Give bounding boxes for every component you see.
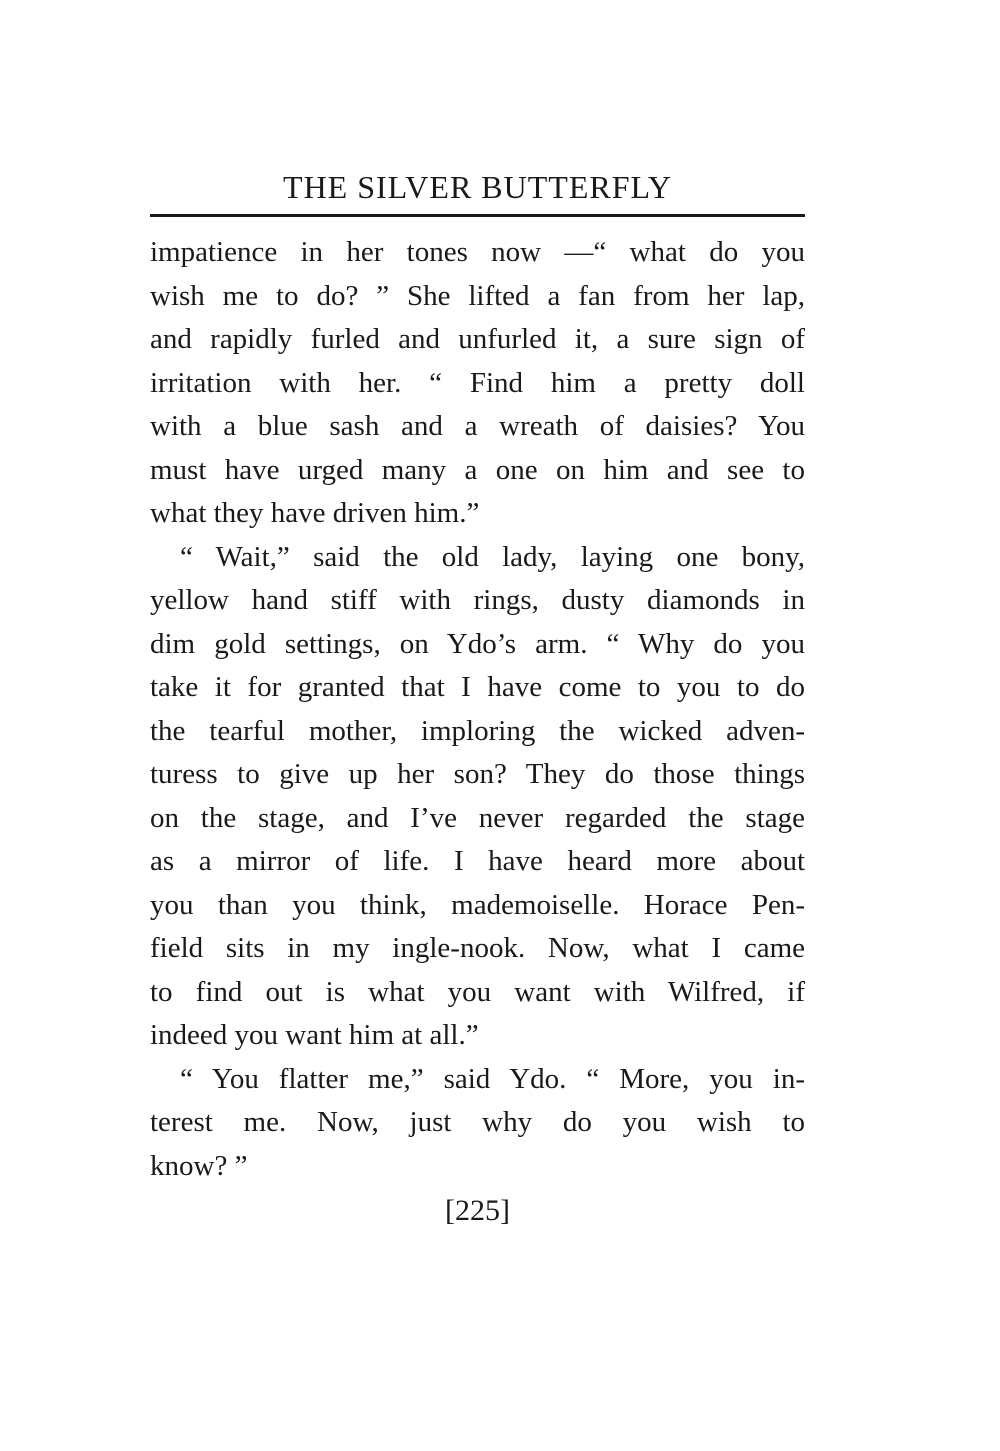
text-line: yellow hand stiff with rings, dusty diamonds in (150, 584, 805, 616)
text-line: to find out is what you want with Wilfred, if (150, 975, 805, 1008)
text-line: indeed you want him at all.” (150, 1019, 479, 1051)
text-line: impatience in her tones now —“ what do you (150, 236, 805, 268)
running-title: THE SILVER BUTTERFLY (283, 169, 672, 205)
text-line: and rapidly furled and unfurled it, a sure sign of (150, 323, 805, 355)
text-line: “ Wait,” said the old lady, laying one bony, (180, 540, 805, 573)
text-line: turess to give up her son? They do those things (150, 758, 805, 790)
text-line: the tearful mother, imploring the wicked adven- (150, 714, 805, 747)
text-line: “ You flatter me,” said Ydo. “ More, you in- (180, 1062, 805, 1095)
text-line: know? ” (150, 1149, 248, 1182)
text-line: with a blue sash and a wreath of daisies? You (150, 410, 805, 442)
text-line: you than you think, mademoiselle. Horace Pen- (150, 888, 805, 921)
text-line: must have urged many a one on him and see to (150, 453, 805, 486)
text-line: what they have driven him.” (150, 497, 480, 529)
body-text (150, 231, 805, 1188)
text-line: terest me. Now, just why do you wish to (150, 1106, 805, 1138)
text-line: as a mirror of life. I have heard more about (150, 845, 805, 877)
page-number: [225] (445, 1194, 510, 1227)
text-line: dim gold settings, on Ydo’s arm. “ Why do you (150, 627, 805, 660)
text-line: field sits in my ingle-nook. Now, what I came (150, 932, 805, 964)
text-line: on the stage, and I’ve never regarded the stage (150, 801, 805, 834)
text-line: take it for granted that I have come to you to do (150, 671, 805, 703)
text-line: irritation with her. “ Find him a pretty doll (150, 366, 805, 399)
text-line: wish me to do? ” She lifted a fan from her lap, (150, 279, 805, 312)
header-rule (150, 214, 805, 217)
